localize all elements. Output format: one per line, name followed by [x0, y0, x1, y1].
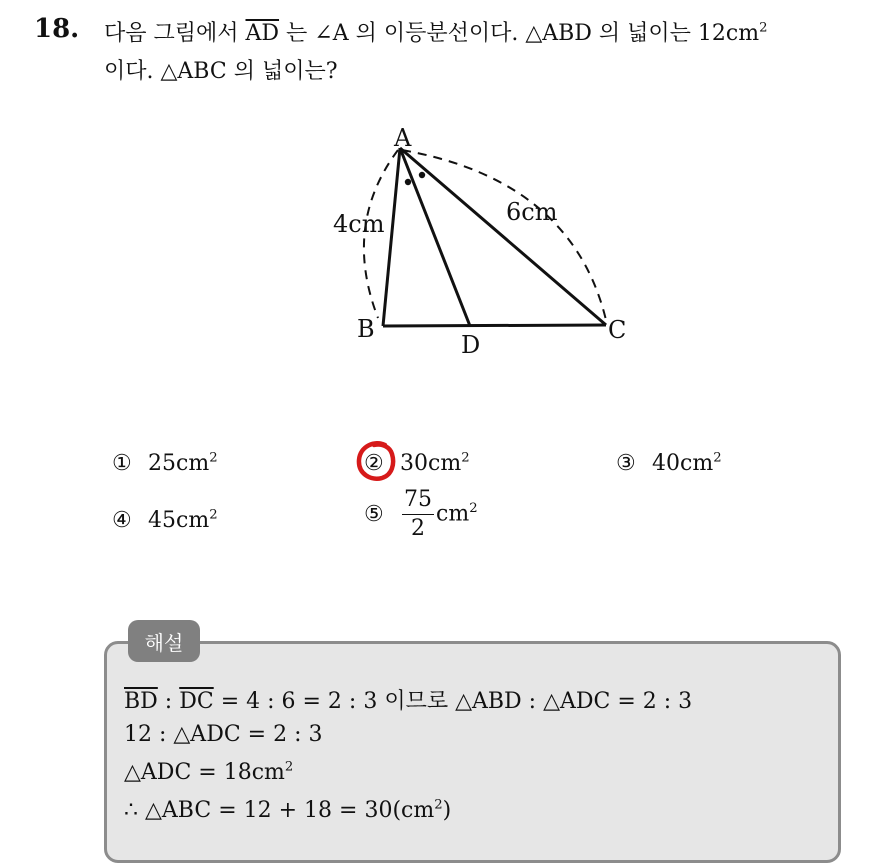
- question-number: 18.: [34, 14, 80, 44]
- bisector-ad: [400, 148, 470, 326]
- option-2[interactable]: ② $30cm^2$: [364, 450, 470, 476]
- solution-line-1: $\overline{BD}$ : $\overline{DC} = 4$ : 6 = 2 : 3 이므로 △ABD : △ADC = 2 : 3: [124, 689, 693, 714]
- option-1[interactable]: ① $25cm^2$: [112, 450, 218, 476]
- label-d: D: [461, 331, 481, 359]
- length-ab: 4cm: [333, 210, 385, 238]
- question-text-line1: 다음 그림에서 $\overline{AD}$ 는 ∠A 의 이등분선이다. △ABD 의 넓이는 $12cm^2$: [104, 20, 768, 46]
- solution-tag: 해설: [128, 620, 200, 662]
- angle-mark-dot-2: [419, 172, 425, 178]
- option-3[interactable]: ③ $40cm^2$: [616, 450, 722, 476]
- side-ab: [383, 148, 400, 326]
- selected-answer-marker: [355, 438, 397, 484]
- option-4[interactable]: ④ $45cm^2$: [112, 507, 218, 533]
- label-b: B: [357, 315, 375, 343]
- segment-ad: $\overline{AD}$: [245, 21, 280, 46]
- side-bc: [383, 325, 606, 326]
- segment-dc: $\overline{DC}$: [179, 689, 214, 714]
- segment-bd: $\overline{BD}$: [124, 689, 158, 714]
- side-ac: [400, 148, 606, 325]
- label-c: C: [608, 316, 627, 344]
- solution-line-2: 12 : △ADC = 2 : 3: [124, 722, 323, 747]
- solution-line-4: ∴ △ABC = $12 + 18 = 30(cm^2)$: [124, 797, 452, 823]
- fraction-75-over-2: $\frac{75}{2}$: [404, 487, 432, 541]
- angle-mark-dot-1: [405, 179, 411, 185]
- length-ac: 6cm: [506, 198, 558, 226]
- solution-box: [104, 641, 841, 863]
- option-5[interactable]: ⑤ $\frac{75}{2}$ $cm^2$: [364, 487, 478, 541]
- label-a: A: [394, 124, 412, 152]
- solution-line-3: △ADC = $18cm^2$: [124, 759, 294, 785]
- question-text-line2: 이다. △ABC 의 넓이는?: [104, 59, 338, 84]
